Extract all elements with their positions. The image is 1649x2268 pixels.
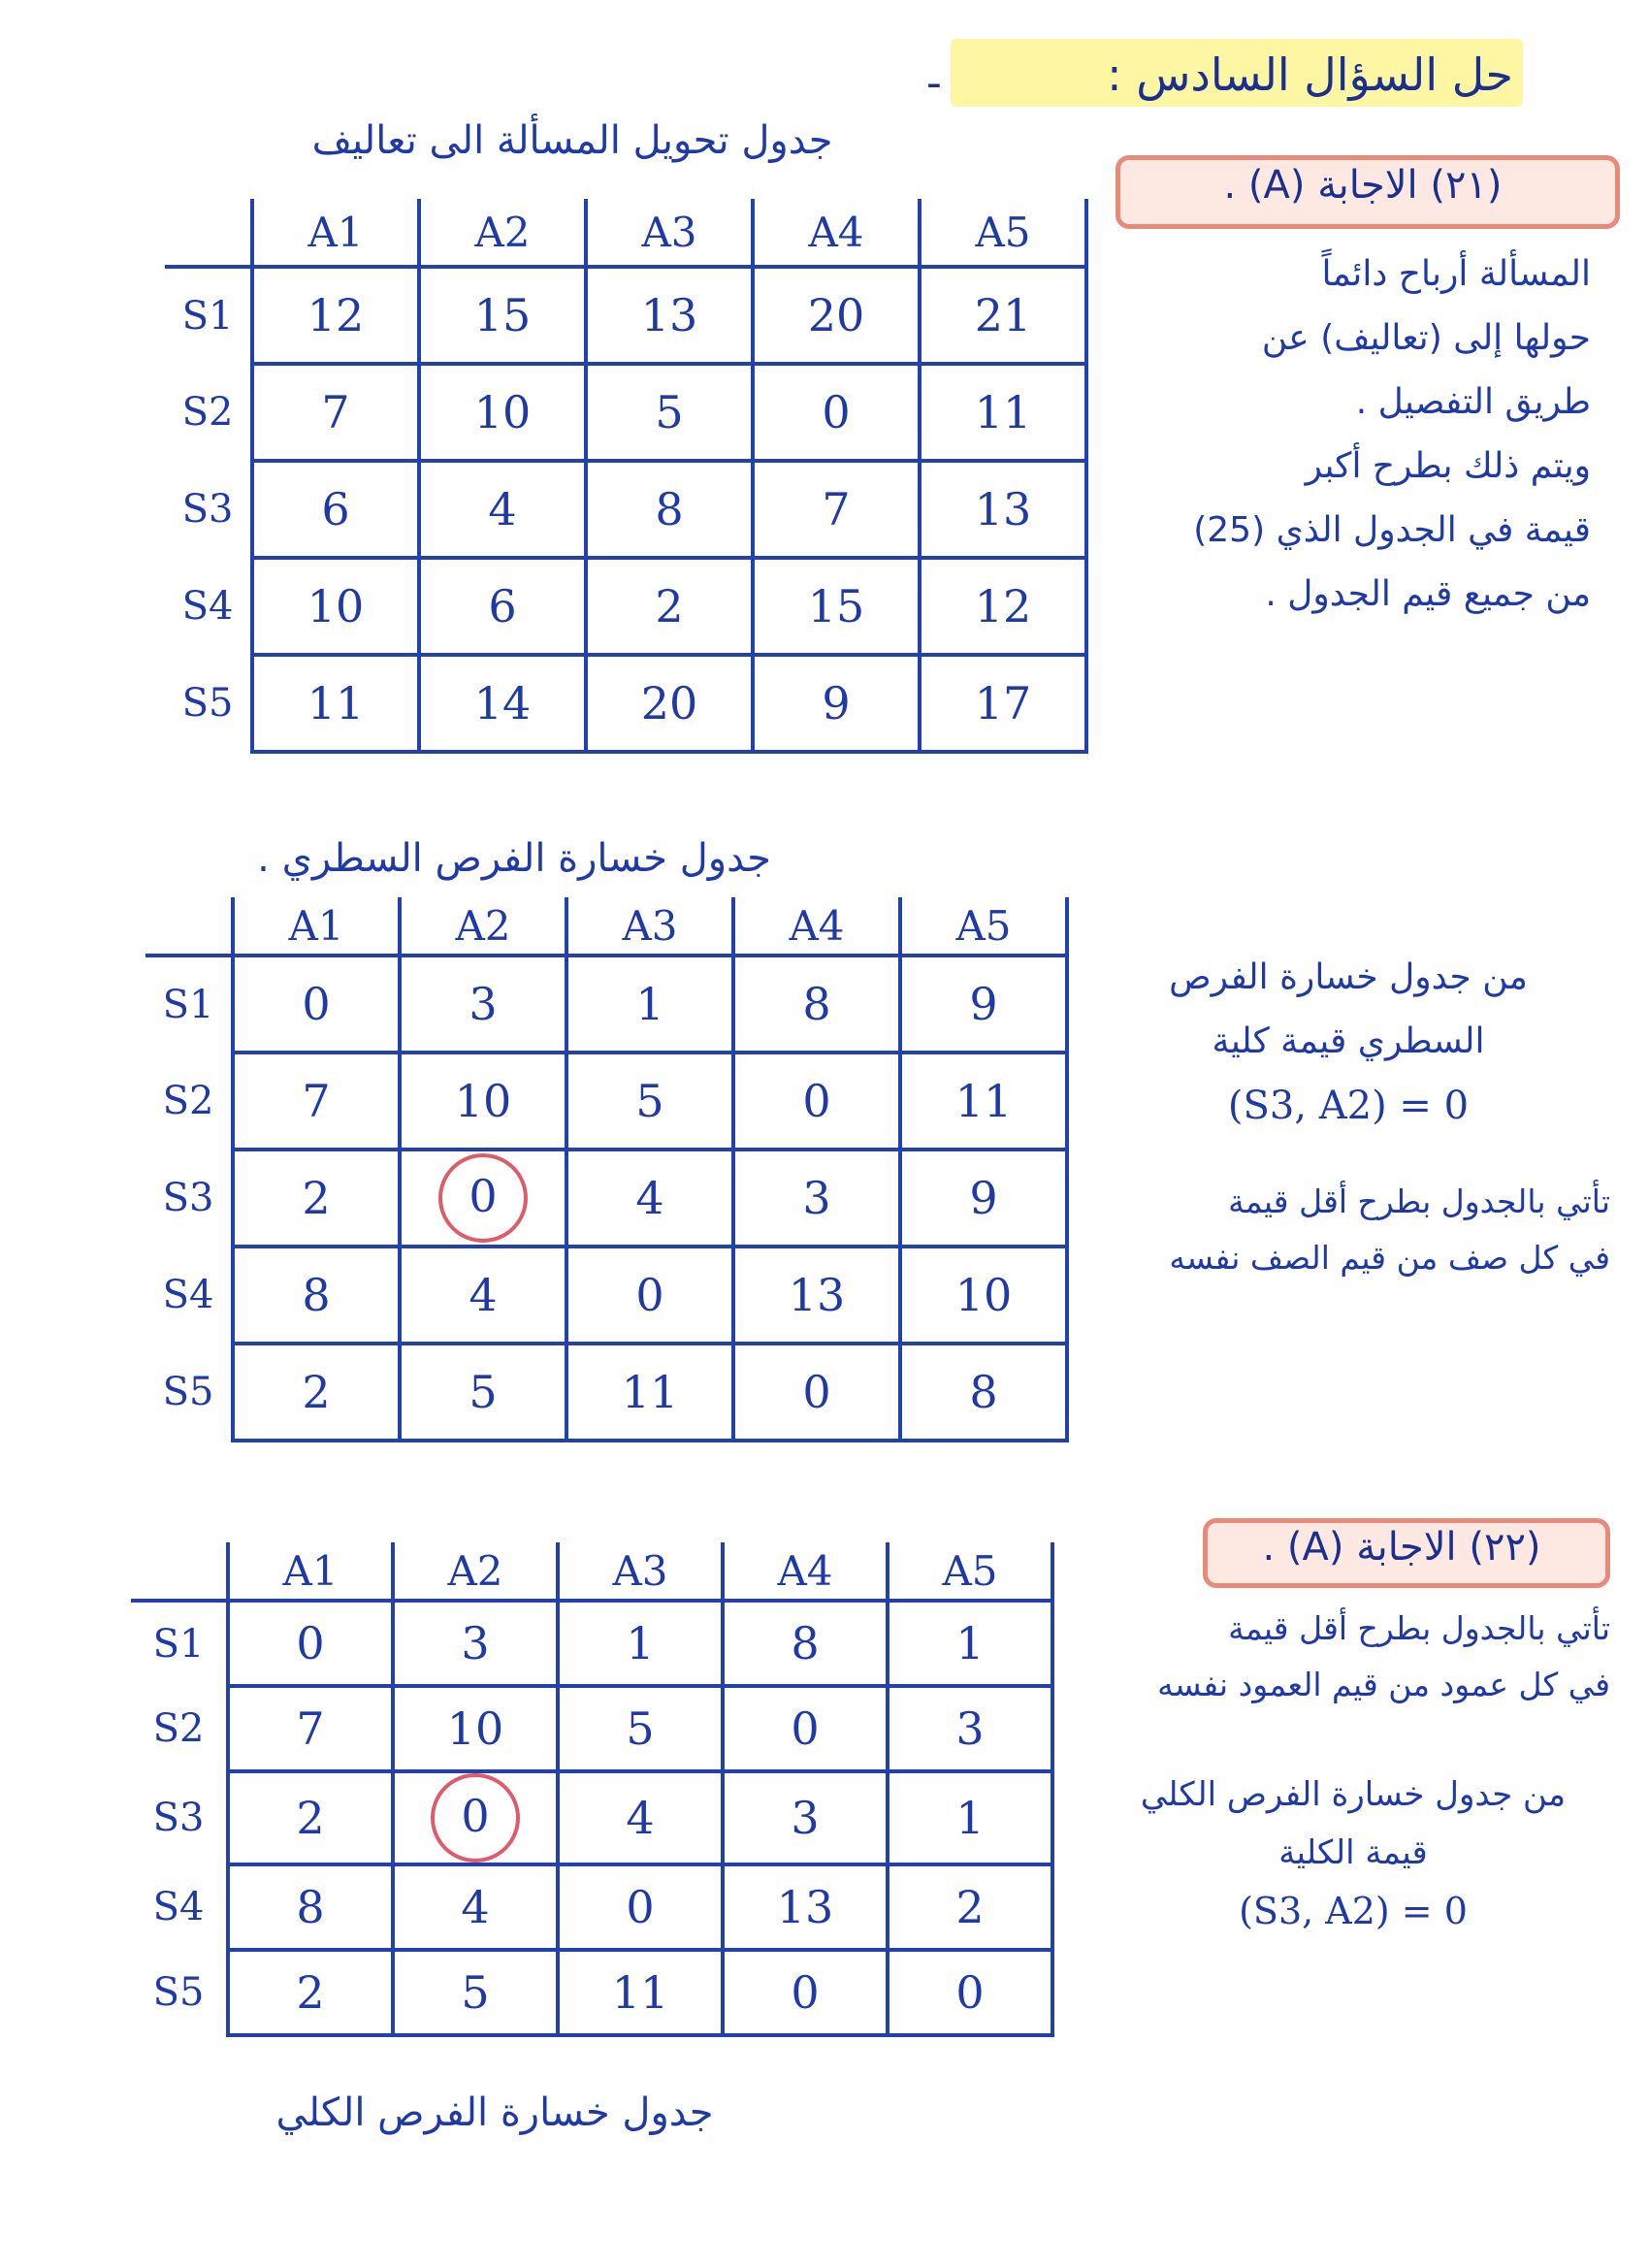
answer2-note [1096, 1601, 1610, 1713]
table-cell: 15 [419, 267, 586, 364]
table-cell: 4 [566, 1150, 733, 1247]
table-cell: 17 [920, 655, 1086, 752]
table-cell: 8 [233, 1247, 400, 1344]
table-row [131, 1771, 1052, 1864]
table-cell: 2 [233, 1344, 400, 1441]
column-header: A2 [419, 199, 586, 267]
row-header: S4 [146, 1247, 233, 1344]
table-cell: 12 [252, 267, 419, 364]
row-header: S3 [131, 1771, 228, 1864]
table1-heading: جدول تحويل المسألة الى تعاليف [311, 118, 833, 163]
row-header: S4 [131, 1864, 228, 1950]
cost-table [165, 199, 1088, 754]
table-row [165, 558, 1086, 655]
column-header: A3 [586, 199, 753, 267]
table-row [146, 1344, 1067, 1441]
table-cell: 2 [233, 1150, 400, 1247]
answer1-label: (٢١) الاجابة (A) . [1223, 163, 1503, 208]
table-cell: 13 [586, 267, 753, 364]
row-header: S4 [165, 558, 252, 655]
row-header: S1 [131, 1601, 228, 1686]
table2-heading: جدول خسارة الفرص السطري . [257, 836, 771, 881]
table-cell: 5 [566, 1053, 733, 1150]
corner-cell [165, 199, 252, 267]
table-cell: 13 [723, 1864, 888, 1950]
note-line: ويتم ذلك بطرح أكبر [1305, 446, 1591, 486]
corner-cell [131, 1542, 228, 1601]
column-header: A4 [753, 199, 920, 267]
page-title: حل السؤال السادس : [1107, 49, 1513, 101]
table-cell: 3 [393, 1601, 558, 1686]
table-cell: 4 [400, 1247, 566, 1344]
table-row [146, 956, 1067, 1053]
row-header: S2 [131, 1686, 228, 1771]
table-cell: 10 [400, 1053, 566, 1150]
table-cell: 8 [733, 956, 900, 1053]
table-cell: 5 [558, 1686, 723, 1771]
answer1-note [1106, 243, 1591, 627]
note-line: قيمة الكلية [1278, 1833, 1428, 1872]
table-cell: 6 [252, 461, 419, 558]
column-header: A3 [558, 1542, 723, 1601]
table-cell: 9 [900, 1150, 1067, 1247]
table-cell: 10 [393, 1686, 558, 1771]
table-cell: 12 [920, 558, 1086, 655]
table-cell: 3 [888, 1686, 1052, 1771]
table-cell: 10 [419, 364, 586, 461]
table-cell: 15 [753, 558, 920, 655]
column-header: A2 [400, 897, 566, 956]
table-cell: 1 [888, 1601, 1052, 1686]
table-cell: 8 [228, 1864, 393, 1950]
table-cell: 21 [920, 267, 1086, 364]
row-header: S1 [146, 956, 233, 1053]
table-cell: 20 [586, 655, 753, 752]
table-cell: 0 [733, 1344, 900, 1441]
row-header: S2 [146, 1053, 233, 1150]
table-cell: 7 [233, 1053, 400, 1150]
table-row [146, 1247, 1067, 1344]
note2-bottom [1086, 1174, 1610, 1286]
table-cell: 13 [920, 461, 1086, 558]
table-row [165, 655, 1086, 752]
table-cell: 14 [419, 655, 586, 752]
table-cell: 3 [733, 1150, 900, 1247]
column-header: A5 [900, 897, 1067, 956]
table-cell: 8 [900, 1344, 1067, 1441]
row-header: S5 [146, 1344, 233, 1441]
table-row [146, 1150, 1067, 1247]
table-cell [393, 1771, 558, 1864]
note-line: حولها إلى (تعاليف) عن [1261, 318, 1591, 358]
table-cell: 0 [753, 364, 920, 461]
table-cell: 9 [753, 655, 920, 752]
table-cell: 11 [558, 1950, 723, 2035]
table-cell: 5 [393, 1950, 558, 2035]
table-cell: 7 [228, 1686, 393, 1771]
table-cell: 20 [753, 267, 920, 364]
note-line: طريق التفصيل . [1355, 382, 1591, 422]
table-cell: 2 [888, 1864, 1052, 1950]
table-cell: 13 [733, 1247, 900, 1344]
header-row [165, 199, 1086, 267]
note2-top [1096, 946, 1600, 1138]
table-cell: 5 [400, 1344, 566, 1441]
table-cell: 6 [419, 558, 586, 655]
answer2-label: (٢٢) الاجابة (A) . [1262, 1525, 1541, 1570]
row-regret-table [146, 897, 1069, 1442]
header-row [131, 1542, 1052, 1601]
column-header: A1 [233, 897, 400, 956]
table-cell [400, 1150, 566, 1247]
note-line: في كل عمود من قيم العمود نفسه [1157, 1666, 1610, 1703]
row-header: S2 [165, 364, 252, 461]
note-line: المسألة أرباح دائماً [1321, 254, 1591, 294]
corner-cell [146, 897, 233, 956]
table-cell: 8 [586, 461, 753, 558]
table-cell: 0 [566, 1247, 733, 1344]
circled-value: 0 [438, 1153, 528, 1243]
column-header: A4 [733, 897, 900, 956]
header-row [146, 897, 1067, 956]
table-cell: 3 [723, 1771, 888, 1864]
table-cell: 11 [566, 1344, 733, 1441]
table-cell: 0 [233, 956, 400, 1053]
table-cell: 5 [586, 364, 753, 461]
table-cell: 4 [393, 1864, 558, 1950]
table-row [131, 1601, 1052, 1686]
column-header: A3 [566, 897, 733, 956]
column-header: A5 [888, 1542, 1052, 1601]
note-line: من جدول خسارة الفرص [1169, 957, 1528, 997]
row-header: S3 [165, 461, 252, 558]
row-header: S3 [146, 1150, 233, 1247]
note-line: من جميع قيم الجدول . [1265, 574, 1591, 614]
row-header: S5 [165, 655, 252, 752]
table-row [131, 1864, 1052, 1950]
table-cell: 1 [888, 1771, 1052, 1864]
table-cell: 1 [566, 956, 733, 1053]
table-row [146, 1053, 1067, 1150]
table-row [165, 461, 1086, 558]
table-cell: 10 [900, 1247, 1067, 1344]
table-cell: 11 [900, 1053, 1067, 1150]
table-row [165, 364, 1086, 461]
table-row [131, 1686, 1052, 1771]
table-cell: 7 [753, 461, 920, 558]
table-cell: 2 [228, 1950, 393, 2035]
table-cell: 7 [252, 364, 419, 461]
note-line: قيمة في الجدول الذي (25) [1193, 510, 1591, 550]
note-formula: (S3, A2) = 0 [1227, 1084, 1470, 1128]
answer2-note-b [1096, 1766, 1610, 1940]
note-line: تأتي بالجدول بطرح أقل قيمة [1228, 1609, 1610, 1647]
table-cell: 4 [558, 1771, 723, 1864]
table-cell: 1 [558, 1601, 723, 1686]
circled-value: 0 [431, 1773, 520, 1863]
column-header: A1 [252, 199, 419, 267]
table-cell: 10 [252, 558, 419, 655]
table-cell: 4 [419, 461, 586, 558]
note-formula: (S3, A2) = 0 [1239, 1890, 1468, 1932]
column-header: A1 [228, 1542, 393, 1601]
table-cell: 11 [920, 364, 1086, 461]
row-header: S5 [131, 1950, 228, 2035]
table-cell: 11 [252, 655, 419, 752]
table-cell: 8 [723, 1601, 888, 1686]
column-header: A2 [393, 1542, 558, 1601]
table-cell: 2 [586, 558, 753, 655]
table-row [165, 267, 1086, 364]
table-cell: 9 [900, 956, 1067, 1053]
row-header: S1 [165, 267, 252, 364]
note-line: السطري قيمة كلية [1212, 1021, 1485, 1061]
table-cell: 0 [888, 1950, 1052, 2035]
total-regret-table [131, 1542, 1054, 2037]
table3-heading: جدول خسارة الفرص الكلي [275, 2090, 714, 2135]
table-cell: 0 [733, 1053, 900, 1150]
table-row [131, 1950, 1052, 2035]
table-cell: 3 [400, 956, 566, 1053]
note-line: في كل صف من قيم الصف نفسه [1169, 1239, 1610, 1277]
table-cell: 2 [228, 1771, 393, 1864]
table-cell: 0 [723, 1686, 888, 1771]
table-cell: 0 [558, 1864, 723, 1950]
note-line: تأتي بالجدول بطرح أقل قيمة [1228, 1183, 1610, 1220]
title-dash: - [926, 58, 942, 108]
column-header: A5 [920, 199, 1086, 267]
table-cell: 0 [228, 1601, 393, 1686]
note-line: من جدول خسارة الفرص الكلي [1140, 1775, 1567, 1814]
column-header: A4 [723, 1542, 888, 1601]
table-cell: 0 [723, 1950, 888, 2035]
